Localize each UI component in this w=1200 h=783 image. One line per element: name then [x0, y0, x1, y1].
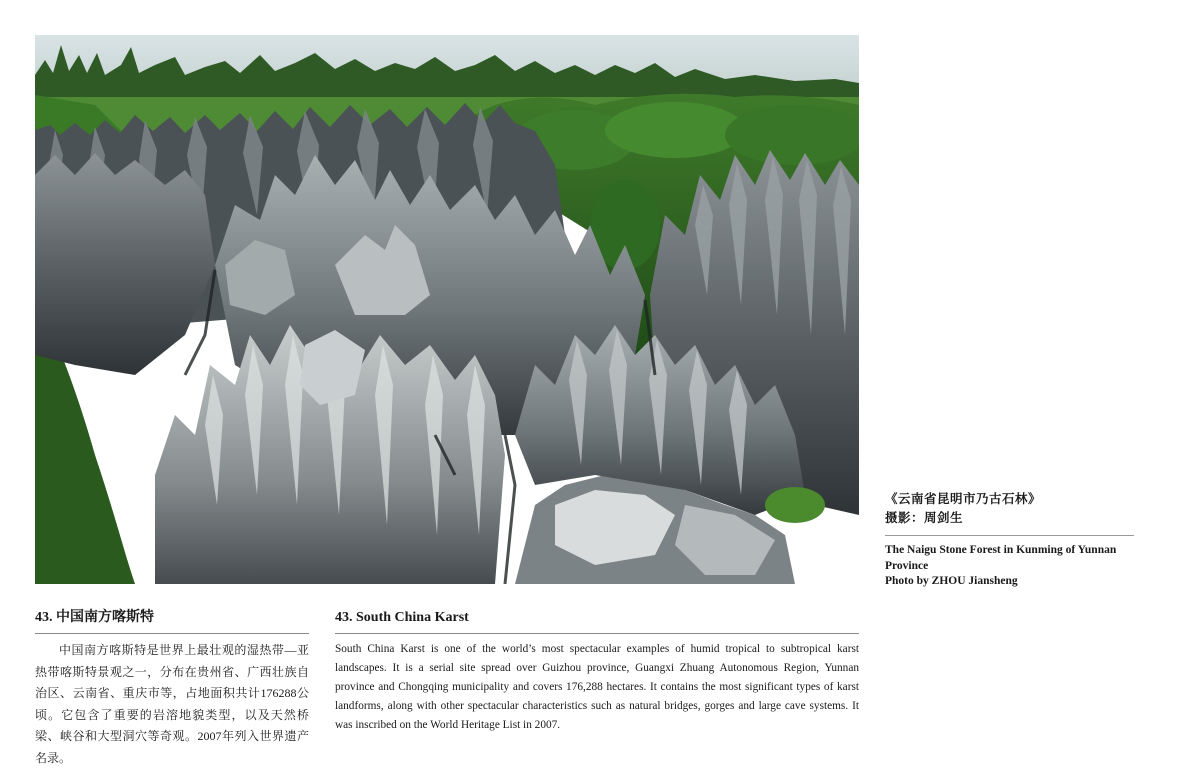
caption-divider [885, 535, 1134, 536]
stone-forest-photo [35, 35, 859, 584]
caption-en-credit: Photo by ZHOU Jiansheng [885, 575, 1018, 587]
caption-cn-title: 《云南省昆明市乃古石林》 [885, 492, 1042, 506]
english-divider [335, 633, 859, 634]
chinese-divider [35, 633, 309, 634]
chinese-section [35, 608, 309, 769]
english-section [335, 608, 859, 735]
english-heading: 43. South China Karst [335, 610, 469, 625]
caption-cn-credit: 摄影：周剑生 [885, 511, 964, 525]
english-body: South China Karst is one of the world’s most spectacular examples of humid tropical to subtropical karst landscapes. It is a serial site spread over Guizhou province, Guangxi Zhuang Autonomous Region, Yunnan province and Chongqing municipality and covers 176,288 hectares. It contains the most significant types of karst landforms, along with other spectacular characteristics such as natural bridges, gorges and large cave systems. It was inscribed on the World Heritage List in 2007. [335, 643, 859, 731]
caption-en-title: The Naigu Stone Forest in Kunming of Yunnan Province [885, 544, 1117, 572]
photo-caption [885, 490, 1135, 590]
chinese-body: 中国南方喀斯特是世界上最壮观的湿热带—亚热带喀斯特景观之一，分布在贵州省、广西壮族自治区、云南省、重庆市等，占地面积共计176288公顷。它包含了重要的岩溶地貌类型，以及天然桥梁、峡谷和大型洞穴等奇观。2007年列入世界遗产名录。 [35, 643, 309, 765]
chinese-heading: 43. 中国南方喀斯特 [35, 610, 154, 625]
